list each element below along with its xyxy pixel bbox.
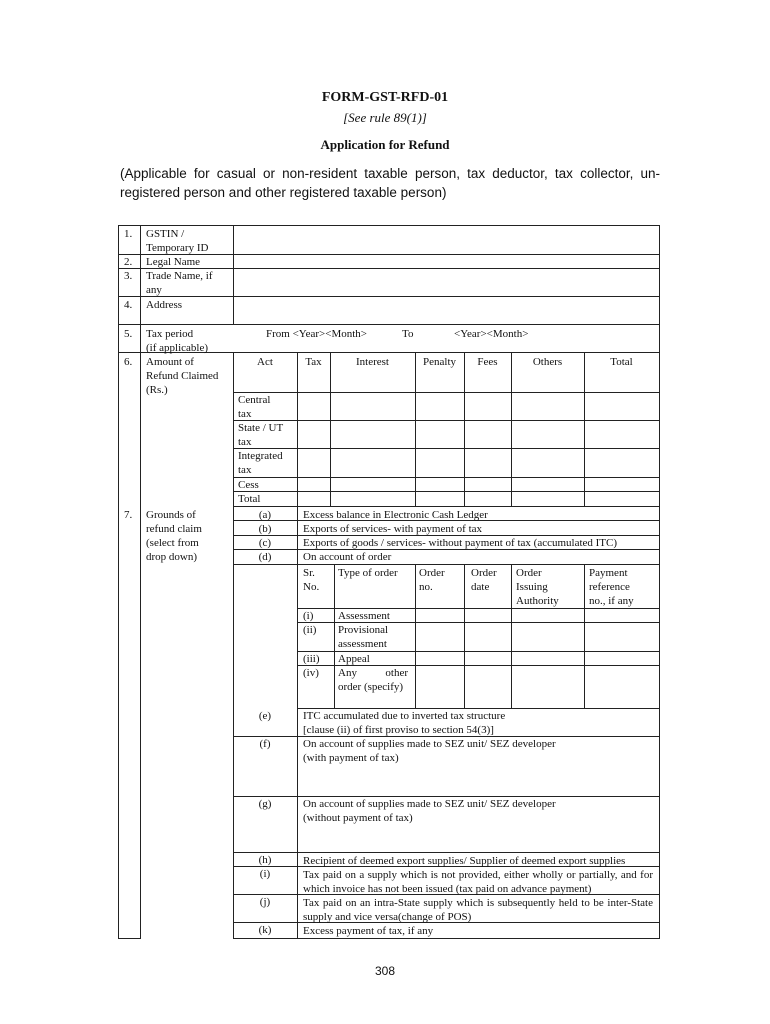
page-number: 308 [374, 964, 396, 978]
ground-code: (a) [258, 509, 272, 521]
ground-description: Exports of services- with payment of tax [303, 523, 483, 535]
row-number: 2. [124, 256, 133, 268]
row-label-refund-amount: Amount of Refund Claimed (Rs.) [146, 356, 219, 396]
table-rule [118, 324, 660, 325]
amount-column-header: Act [257, 356, 273, 368]
amount-column-header: Interest [356, 356, 389, 368]
ground-description: On account of supplies made to SEZ unit/ SEZ developer (with payment of tax) [303, 738, 556, 764]
order-column-header: Order Issuing Authority [516, 567, 559, 607]
row-label-tax-period: Tax period (if applicable) [146, 328, 208, 354]
amount-row-label: Central tax [238, 394, 271, 420]
ground-description: ITC accumulated due to inverted tax structure [clause (ii) of first proviso to section 54(3)] [303, 710, 506, 736]
grounds-row-rule [233, 852, 660, 853]
order-column-header: Order no. [419, 567, 445, 593]
ground-description: Tax paid on a supply which is not provided, either wholly or partially, and for which invoice has not been issued (tax paid on advance payment) [303, 869, 653, 895]
ground-description: Excess balance in Electronic Cash Ledger [303, 509, 488, 521]
ground-code: (i) [259, 868, 271, 880]
table-top-rule [118, 225, 660, 226]
row-label-grounds: Grounds of refund claim (select from drop down) [146, 509, 202, 563]
order-column-rule [464, 564, 465, 709]
order-serial: (iii) [303, 653, 320, 665]
ground-code: (b) [258, 523, 272, 535]
number-column-rule [140, 225, 141, 939]
tax-period-to-label: To [402, 328, 414, 340]
row-label-gstin: GSTIN / Temporary ID [146, 228, 209, 254]
ground-code: (g) [258, 798, 272, 810]
ground-code: (j) [259, 896, 271, 908]
form-title: FORM-GST-RFD-01 [321, 90, 449, 105]
table-bottom-rule [118, 938, 141, 939]
rule-reference: [See rule 89(1)] [343, 110, 427, 125]
table-right-rule [659, 225, 660, 939]
label-column-rule [233, 225, 234, 325]
row-number: 5. [124, 328, 133, 340]
table-left-rule [118, 225, 119, 939]
amount-column-rule [297, 352, 298, 507]
order-column-header: Order date [471, 567, 497, 593]
row-number: 3. [124, 270, 133, 282]
order-type: Assessment [338, 610, 390, 622]
ground-code: (k) [258, 924, 272, 936]
order-column-rule [415, 564, 416, 709]
grounds-row-rule [233, 564, 660, 565]
ground-description: On account of supplies made to SEZ unit/ SEZ developer (without payment of tax) [303, 798, 556, 824]
order-column-rule [334, 564, 335, 709]
amount-row-rule [233, 477, 660, 478]
amount-column-header: Total [610, 356, 633, 368]
ground-code: (c) [258, 537, 272, 549]
row-number: 7. [124, 509, 133, 521]
ground-description: On account of order [303, 551, 392, 563]
row-number: 1. [124, 228, 133, 240]
order-column-header: Payment reference no., if any [589, 567, 634, 607]
amount-column-rule [584, 352, 585, 507]
order-column-header: Sr. No. [303, 567, 320, 593]
label-column-rule [233, 352, 234, 939]
amount-column-header: Others [532, 356, 563, 368]
row-label-legal-name: Legal Name [146, 256, 201, 268]
amount-column-header: Tax [305, 356, 322, 368]
ground-code: (f) [259, 738, 271, 750]
grounds-code-column-rule [297, 506, 298, 939]
ground-description: Recipient of deemed export supplies/ Supplier of deemed export supplies [303, 855, 626, 867]
order-row-rule [297, 708, 660, 709]
ground-code: (h) [258, 854, 272, 866]
order-type: Appeal [338, 653, 370, 665]
applicability-note: (Applicable for casual or non-resident taxable person, tax deductor, tax collector, un-registered person and other registered taxable person) [120, 166, 660, 200]
amount-row-label: Cess [238, 479, 259, 491]
amount-row-rule [233, 392, 660, 393]
amount-column-rule [464, 352, 465, 507]
amount-column-rule [330, 352, 331, 507]
ground-description: Tax paid on an intra-State supply which is subsequently held to be inter-State supply and vice versa(change of POS) [303, 897, 653, 923]
order-column-rule [511, 564, 512, 709]
row-number: 6. [124, 356, 133, 368]
amount-row-label: Total [238, 493, 261, 505]
order-type: Provisional assessment [338, 624, 389, 650]
amount-row-label: Integrated tax [238, 450, 283, 476]
amount-column-rule [415, 352, 416, 507]
order-serial: (i) [303, 610, 314, 622]
row-number: 4. [124, 299, 133, 311]
form-subtitle: Application for Refund [320, 137, 450, 152]
order-column-header: Type of order [338, 567, 398, 579]
order-serial: (ii) [303, 624, 317, 636]
order-type: Any other order (specify) [338, 667, 408, 693]
amount-row-rule [233, 420, 660, 421]
amount-column-header: Penalty [423, 356, 456, 368]
amount-row-rule [233, 491, 660, 492]
order-column-rule [584, 564, 585, 709]
row-label-address: Address [146, 299, 183, 311]
row-label-trade-name: Trade Name, if any [146, 270, 213, 296]
ground-code: (d) [258, 551, 272, 563]
tax-period-from: From <Year><Month> [266, 328, 368, 340]
amount-column-header: Fees [477, 356, 498, 368]
ground-code: (e) [258, 710, 272, 722]
amount-row-rule [233, 448, 660, 449]
ground-description: Exports of goods / services- without payment of tax (accumulated ITC) [303, 537, 618, 549]
order-serial: (iv) [303, 667, 319, 679]
amount-column-rule [511, 352, 512, 507]
ground-description: Excess payment of tax, if any [303, 925, 434, 937]
tax-period-to: <Year><Month> [454, 328, 529, 340]
amount-row-label: State / UT tax [238, 422, 284, 448]
